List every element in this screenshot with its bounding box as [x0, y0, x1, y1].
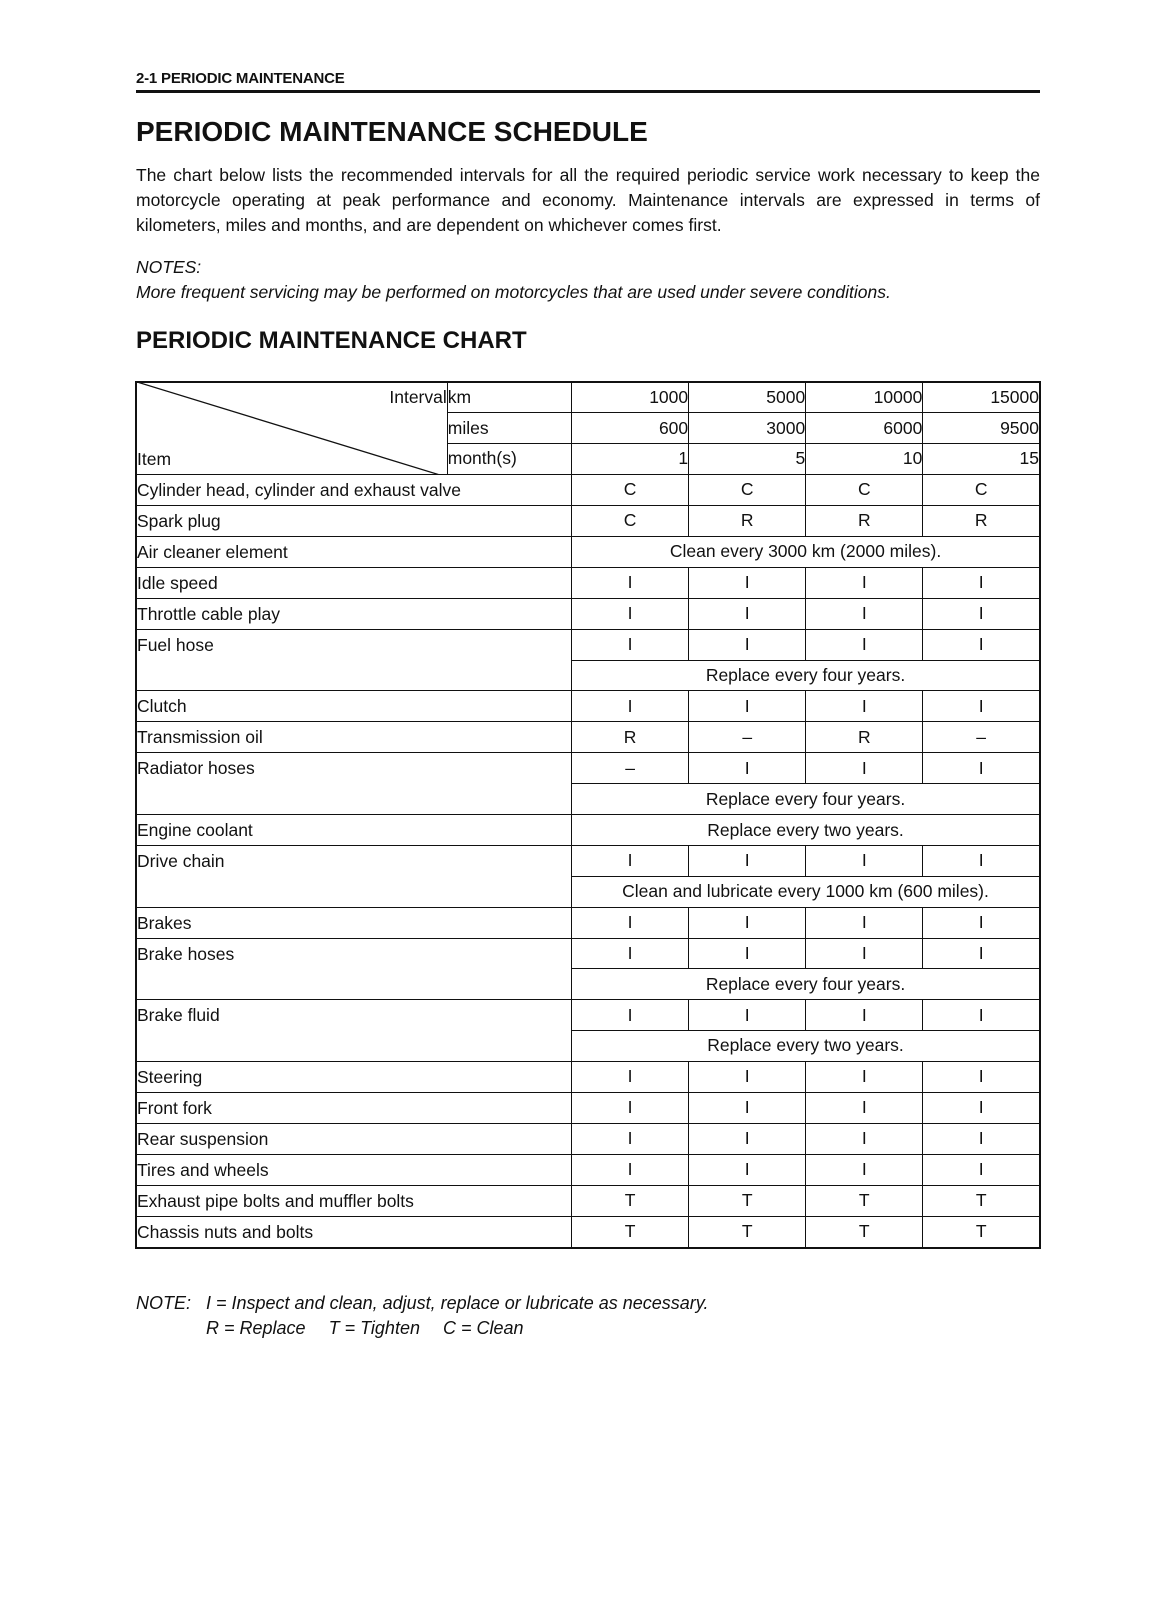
item-name: Transmission oil — [136, 722, 572, 753]
table-row — [136, 1154, 1040, 1185]
cell-value: I — [806, 907, 923, 938]
cell-value: C — [572, 474, 689, 505]
cell-value: I — [806, 753, 923, 784]
cell-value: I — [572, 1123, 689, 1154]
item-name: Rear suspension — [136, 1123, 572, 1154]
span-note: Clean and lubricate every 1000 km (600 miles). — [572, 876, 1040, 907]
item-name: Radiator hoses — [136, 753, 572, 815]
cell-value: I — [923, 1000, 1040, 1031]
intro-paragraph: The chart below lists the recommended intervals for all the required periodic service work necessary to keep the motorcycle operating at peak performance and economy. Maintenance intervals are expressed in terms of kilometers, miles and months, and are dependent on whichever comes first. — [136, 165, 1040, 235]
item-name: Cylinder head, cylinder and exhaust valve — [136, 474, 572, 505]
cell-value: I — [689, 598, 806, 629]
cell-value: I — [572, 1061, 689, 1092]
page-header-text: 2-1 PERIODIC MAINTENANCE — [136, 70, 345, 87]
item-name: Tires and wheels — [136, 1154, 572, 1185]
chart-subtitle: PERIODIC MAINTENANCE CHART — [136, 327, 527, 354]
cell-value: I — [572, 629, 689, 660]
item-name: Fuel hose — [136, 629, 572, 691]
footnote-label: NOTE: — [136, 1293, 192, 1313]
cell-value: I — [806, 598, 923, 629]
cell-value: I — [572, 1092, 689, 1123]
table-row — [136, 846, 1040, 877]
item-name: Idle speed — [136, 567, 572, 598]
cell-value: I — [572, 907, 689, 938]
unit-km: km — [447, 382, 571, 413]
item-label: Item — [137, 448, 172, 469]
cell-value: I — [689, 691, 806, 722]
cell-value: I — [689, 1000, 806, 1031]
item-name: Brake hoses — [136, 938, 572, 1000]
span-note: Replace every four years. — [572, 784, 1040, 815]
item-name: Brakes — [136, 907, 572, 938]
diagonal-line — [137, 382, 440, 475]
table-row — [136, 1123, 1040, 1154]
span-note: Replace every four years. — [572, 969, 1040, 1000]
span-note: Replace every four years. — [572, 660, 1040, 691]
item-name: Spark plug — [136, 505, 572, 536]
item-name: Exhaust pipe bolts and muffler bolts — [136, 1185, 572, 1216]
km-value: 10000 — [806, 382, 923, 413]
cell-value: T — [572, 1185, 689, 1216]
cell-value: I — [923, 907, 1040, 938]
cell-value: I — [806, 1092, 923, 1123]
notes-label: NOTES: — [136, 257, 202, 277]
cell-value: I — [572, 846, 689, 877]
months-value: 10 — [806, 444, 923, 475]
cell-value: I — [572, 567, 689, 598]
item-name: Brake fluid — [136, 1000, 572, 1062]
table-row — [136, 1000, 1040, 1031]
footnote-replace: R = Replace — [206, 1318, 306, 1338]
item-name: Front fork — [136, 1092, 572, 1123]
table-row — [136, 474, 1040, 505]
cell-value: I — [689, 629, 806, 660]
span-note: Replace every two years. — [572, 815, 1040, 846]
cell-value: R — [806, 722, 923, 753]
cell-value: I — [923, 1061, 1040, 1092]
km-value: 5000 — [689, 382, 806, 413]
cell-value: I — [923, 846, 1040, 877]
miles-value: 6000 — [806, 413, 923, 444]
cell-value: I — [806, 1154, 923, 1185]
cell-value: T — [806, 1185, 923, 1216]
cell-value: I — [923, 598, 1040, 629]
cell-value: T — [689, 1216, 806, 1248]
item-name: Clutch — [136, 691, 572, 722]
months-value: 1 — [572, 444, 689, 475]
cell-value: I — [806, 1000, 923, 1031]
table-row — [136, 815, 1040, 846]
cell-value: C — [689, 474, 806, 505]
cell-value: I — [689, 1092, 806, 1123]
cell-value: I — [689, 1061, 806, 1092]
cell-value: I — [689, 1123, 806, 1154]
miles-value: 9500 — [923, 413, 1040, 444]
km-value: 15000 — [923, 382, 1040, 413]
cell-value: R — [806, 505, 923, 536]
cell-value: C — [572, 505, 689, 536]
cell-value: I — [923, 691, 1040, 722]
interval-label: Interval — [136, 382, 447, 413]
cell-value: I — [689, 907, 806, 938]
months-value: 15 — [923, 444, 1040, 475]
cell-value: I — [923, 938, 1040, 969]
cell-value: I — [806, 1123, 923, 1154]
table-row — [136, 722, 1040, 753]
km-value: 1000 — [572, 382, 689, 413]
cell-value: – — [689, 722, 806, 753]
cell-value: T — [572, 1216, 689, 1248]
span-note: Replace every two years. — [572, 1031, 1040, 1062]
header-row-months — [136, 444, 1040, 475]
cell-value: T — [923, 1216, 1040, 1248]
cell-value: I — [572, 1000, 689, 1031]
table-row — [136, 691, 1040, 722]
table-row — [136, 567, 1040, 598]
cell-value: C — [806, 474, 923, 505]
cell-value: I — [572, 938, 689, 969]
footnote-tighten: T = Tighten — [328, 1318, 420, 1338]
cell-value: I — [923, 567, 1040, 598]
item-name: Drive chain — [136, 846, 572, 908]
notes-text: More frequent servicing may be performed on motorcycles that are used under severe conditions. — [136, 282, 891, 302]
table-row — [136, 1092, 1040, 1123]
cell-value: I — [689, 567, 806, 598]
table-row — [136, 629, 1040, 660]
item-name: Chassis nuts and bolts — [136, 1216, 572, 1248]
cell-value: I — [806, 691, 923, 722]
footnote-inspect: I = Inspect and clean, adjust, replace or lubricate as necessary. — [206, 1293, 709, 1313]
cell-value: I — [572, 1154, 689, 1185]
cell-value: T — [806, 1216, 923, 1248]
item-name: Air cleaner element — [136, 536, 572, 567]
footnote-clean: C = Clean — [442, 1318, 524, 1338]
cell-value: I — [689, 1154, 806, 1185]
cell-value: I — [689, 753, 806, 784]
miles-value: 3000 — [689, 413, 806, 444]
table-row — [136, 1185, 1040, 1216]
cell-value: I — [923, 1154, 1040, 1185]
unit-months: month(s) — [447, 444, 571, 475]
unit-miles: miles — [447, 413, 571, 444]
cell-value: R — [923, 505, 1040, 536]
cell-value: T — [923, 1185, 1040, 1216]
cell-value: I — [572, 691, 689, 722]
cell-value: I — [806, 938, 923, 969]
cell-value: R — [689, 505, 806, 536]
footnote-line2 — [206, 1318, 542, 1339]
table-row — [136, 1061, 1040, 1092]
cell-value: I — [572, 598, 689, 629]
cell-value: I — [806, 846, 923, 877]
table-row — [136, 753, 1040, 784]
cell-value: I — [923, 753, 1040, 784]
cell-value: I — [689, 846, 806, 877]
cell-value: I — [806, 629, 923, 660]
cell-value: I — [923, 1123, 1040, 1154]
item-label-cell — [136, 444, 447, 475]
table-row — [136, 505, 1040, 536]
cell-value: – — [572, 753, 689, 784]
cell-value: I — [806, 567, 923, 598]
cell-value: R — [572, 722, 689, 753]
maintenance-chart — [135, 381, 1041, 1249]
cell-value: T — [689, 1185, 806, 1216]
cell-value: I — [689, 938, 806, 969]
item-name: Steering — [136, 1061, 572, 1092]
months-value: 5 — [689, 444, 806, 475]
item-name: Throttle cable play — [136, 598, 572, 629]
cell-value: I — [806, 1061, 923, 1092]
item-name: Engine coolant — [136, 815, 572, 846]
span-note: Clean every 3000 km (2000 miles). — [572, 536, 1040, 567]
table-row — [136, 1216, 1040, 1248]
cell-value: I — [923, 1092, 1040, 1123]
table-row — [136, 598, 1040, 629]
table-row — [136, 536, 1040, 567]
table-row — [136, 907, 1040, 938]
footnote-line1 — [136, 1293, 708, 1314]
cell-value: I — [923, 629, 1040, 660]
table-row — [136, 938, 1040, 969]
cell-value: C — [923, 474, 1040, 505]
page-title: PERIODIC MAINTENANCE SCHEDULE — [136, 116, 648, 147]
cell-value: – — [923, 722, 1040, 753]
miles-value: 600 — [572, 413, 689, 444]
page-header — [136, 62, 1040, 93]
